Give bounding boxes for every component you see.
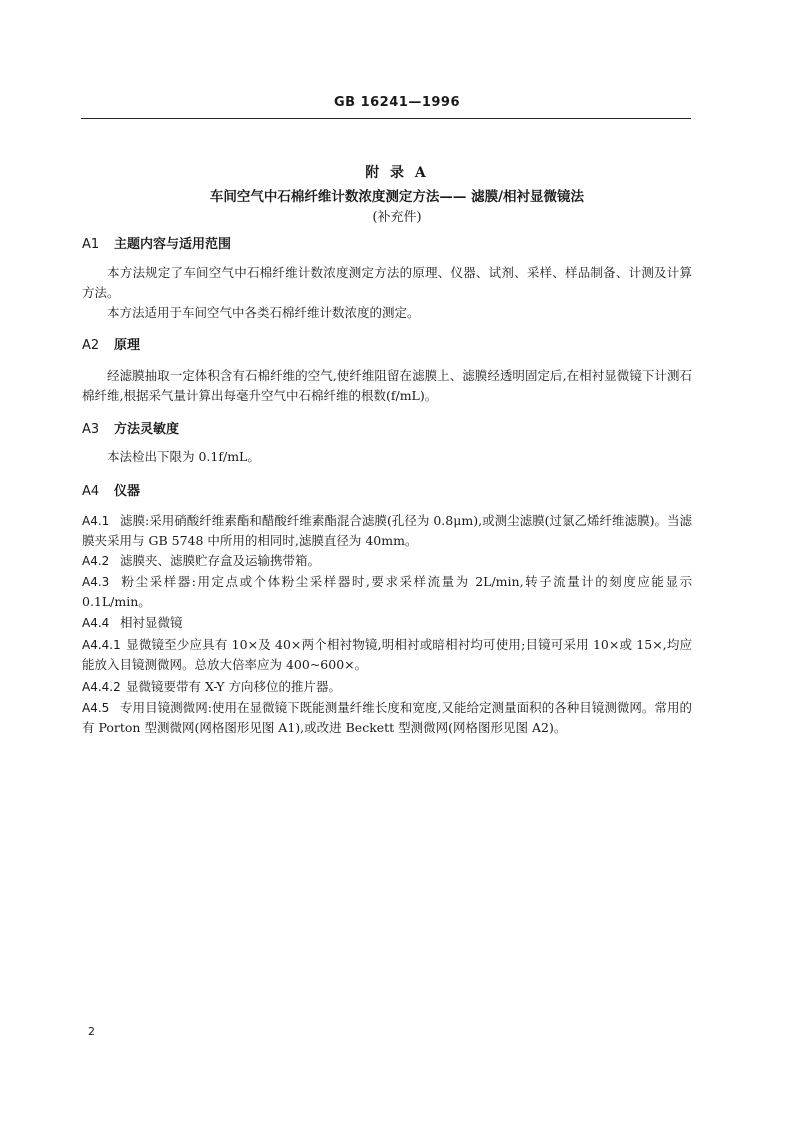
section-a3-paragraph-1: 本法检出下限为 0.1f/mL。 — [107, 449, 260, 464]
item-number: A4.4.1 — [82, 638, 121, 652]
item-number: A4.2 — [82, 554, 110, 568]
item-text: 滤膜:采用硝酸纤维素酯和醋酸纤维素酯混合滤膜(孔径为 0.8μm),或测尘滤膜(过氯乙烯纤维滤膜)。当滤膜夹采用与 GB 5748 中所用的相同时,滤膜直径为 40mm。 — [82, 513, 692, 548]
section-a1-paragraph-1: 本方法规定了车间空气中石棉纤维计数浓度测定方法的原理、仪器、试剂、采样、样品制备、计测及计算方法。 — [82, 265, 692, 300]
section-number: A3 — [82, 422, 100, 437]
page-number: 2 — [88, 1025, 95, 1038]
item-a4-4 — [82, 613, 692, 633]
item-number: A4.4 — [82, 616, 110, 630]
section-a2-paragraph-1: 经滤膜抽取一定体积含有石棉纤维的空气,使纤维阻留在滤膜上、滤膜经透明固定后,在相衬显微镜下计测石棉纤维,根据采气量计算出每毫升空气中石棉纤维的根数(f/mL)。 — [82, 368, 692, 403]
item-a4-1 — [82, 511, 692, 551]
item-text: 显微镜要带有 X-Y 方向移位的推片器。 — [126, 679, 342, 694]
item-text: 相衬显微镜 — [120, 615, 183, 630]
item-text: 显微镜至少应具有 10×及 40×两个相衬物镜,明相衬或暗相衬均可使用;目镜可采用 10×或 15×,均应能放入目镜测微网。总放大倍率应为 400~600×。 — [82, 637, 692, 672]
section-title: 原理 — [114, 338, 141, 353]
section-title: 主题内容与适用范围 — [114, 237, 232, 252]
section-a1-heading — [82, 233, 231, 252]
item-number: A4.3 — [82, 575, 110, 589]
item-a4-2 — [82, 551, 692, 571]
section-number: A2 — [82, 338, 100, 353]
header-rule — [81, 118, 691, 119]
item-number: A4.5 — [82, 701, 110, 715]
item-text: 滤膜夹、滤膜贮存盒及运输携带箱。 — [120, 553, 321, 568]
section-title: 仪器 — [114, 484, 141, 499]
section-a1-paragraph-2: 本方法适用于车间空气中各类石棉纤维计数浓度的测定。 — [107, 305, 420, 320]
item-a4-5 — [82, 698, 692, 738]
item-a4-4-1 — [82, 635, 692, 675]
item-number: A4.1 — [82, 514, 110, 528]
section-a3-heading — [82, 418, 179, 437]
appendix-subtitle: 车间空气中石棉纤维计数浓度测定方法—— 滤膜/相衬显微镜法 — [209, 189, 585, 205]
item-text: 粉尘采样器:用定点或个体粉尘采样器时,要求采样流量为 2L/min,转子流量计的刻度应能显示 0.1L/min。 — [82, 574, 692, 609]
item-a4-4-2 — [82, 677, 692, 697]
item-number: A4.4.2 — [82, 680, 121, 694]
appendix-title: 附 录 A — [365, 165, 429, 181]
section-a2-heading — [82, 334, 140, 353]
standard-number-header: GB 16241—1996 — [333, 95, 460, 110]
section-number: A4 — [82, 484, 100, 499]
section-title: 方法灵敏度 — [114, 422, 180, 437]
item-a4-3 — [82, 572, 692, 612]
section-a4-heading — [82, 480, 140, 499]
item-text: 专用目镜测微网:使用在显微镜下既能测量纤维长度和宽度,又能给定测量面积的各种目镜测微网。常用的有 Porton 型测微网(网格图形见图 A1),或改进 Beckett 型测微网(网格图形见图 A2)。 — [82, 700, 692, 735]
appendix-note: (补充件) — [372, 210, 422, 225]
section-number: A1 — [82, 237, 100, 252]
